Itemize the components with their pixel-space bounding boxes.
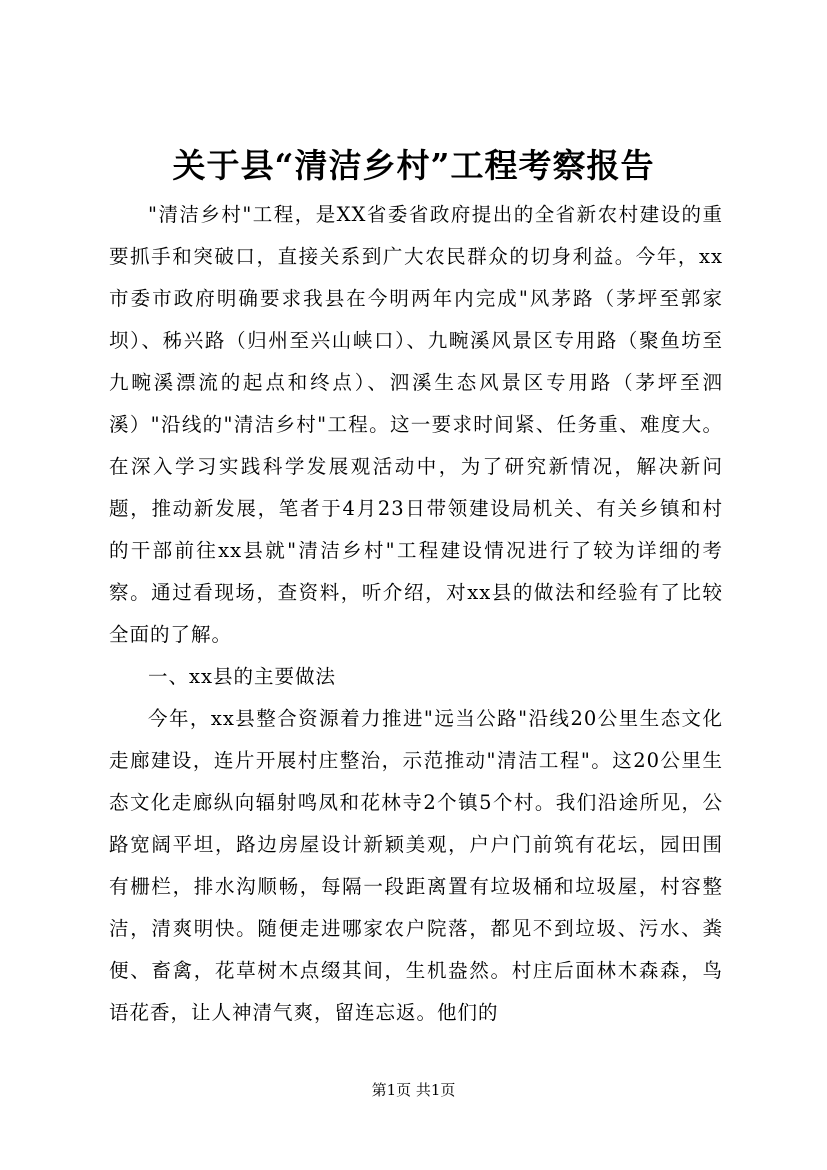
page-footer: 第1页 共1页 <box>371 1081 456 1099</box>
document-body <box>109 194 723 1034</box>
section-heading: 一、xx县的主要做法 <box>148 665 336 688</box>
document-title: 关于县“清洁乡村”工程考察报告 <box>172 146 655 185</box>
paragraph-practices: 今年，xx县整合资源着力推进"远当公路"沿线20公里生态文化走廊建设，连片开展村庄整治，示范推动"清洁工程"。这20公里生态文化走廊纵向辐射鸣凤和花林寺2个镇5个村。我们沿途所见，公路宽阔平坦，路边房屋设计新颖美观，户户门前筑有花坛，园田围有栅栏，排水沟顺畅，每隔一段距离置有垃圾桶和垃圾屋，村容整洁，清爽明快。随便走进哪家农户院落，都见不到垃圾、污水、粪便、畜禽，花草树木点缀其间，生机盎然。村庄后面林木森森，鸟语花香，让人神清气爽，留连忘返。他们的 <box>109 707 723 1024</box>
paragraph-intro: "清洁乡村"工程，是XX省委省政府提出的全省新农村建设的重要抓手和突破口，直接关系到广大农民群众的切身利益。今年，xx市委市政府明确要求我县在今明两年内完成"风茅路（茅坪至郭家坝）、秭兴路（归州至兴山峡口）、九畹溪风景区专用路（聚鱼坊至九畹溪漂流的起点和终点）、泗溪生态风景区专用路（茅坪至泗溪）"沿线的"清洁乡村"工程。这一要求时间紧、任务重、难度大。在深入学习实践科学发展观活动中，为了研究新情况，解决新问题，推动新发展，笔者于4月23日带领建设局机关、有关乡镇和村的干部前往xx县就"清洁乡村"工程建设情况进行了较为详细的考察。通过看现场，查资料，听介绍，对xx县的做法和经验有了比较全面的了解。 <box>109 203 723 646</box>
